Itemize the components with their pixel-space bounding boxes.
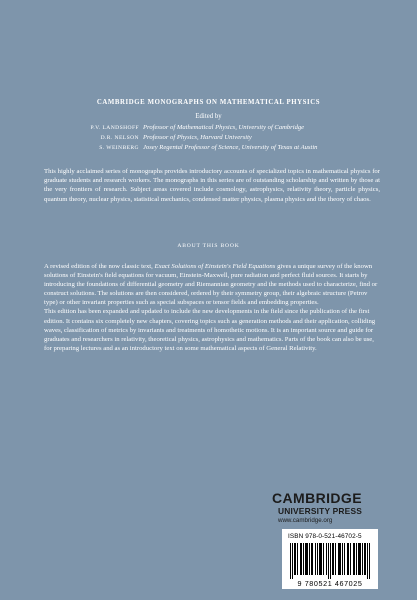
about-body [44,262,378,353]
publisher-name: CAMBRIDGE [272,490,362,506]
publisher-url: www.cambridge.org [278,517,333,524]
editors-list [0,123,417,153]
editor-affiliation: Professor of Physics, Harvard University [143,134,252,141]
edited-by-label: Edited by [195,113,222,120]
barcode-panel [282,529,378,589]
barcode-icon [288,543,372,579]
book-title-italic: Exact Solutions of Einstein's Field Equations [154,263,276,270]
series-description: This highly acclaimed series of monographs provides introductory accounts of specialized topics in mathematical physics for graduate students and research workers. The monographs in this series are of outstanding scholarship and written by those at the very frontiers of research. Subject areas covered include cosmology, astrophysics, relativity theory, particle physics, quantum theory, nuclear physics, statistical mechanics, condensed matter physics, plasma physics and the theory of chaos. [44,168,380,203]
editor-row [0,123,417,133]
editor-name: D.R. NELSON [100,135,139,141]
series-title: CAMBRIDGE MONOGRAPHS ON MATHEMATICAL PHYSICS [96,99,321,106]
barcode-digits: 9 780521 467025 [297,579,363,588]
editor-affiliation: Josey Regental Professor of Science, University of Texas at Austin [143,144,318,151]
about-p1-before: A revised edition of the now classic text, [44,263,155,270]
about-paragraph-1 [44,262,378,307]
publisher-logo [272,491,382,525]
publisher-subname: UNIVERSITY PRESS [278,506,363,516]
isbn-label: ISBN 978-0-521-46702-5 [288,533,362,540]
about-heading: ABOUT THIS BOOK [177,243,240,249]
editor-row [0,133,417,143]
editor-affiliation: Professor of Mathematical Physics, University of Cambridge [143,124,305,131]
editor-name: S. WEINBERG [99,145,139,151]
about-p1-after: gives a unique survey of the known solutions of Einstein's field equations for vacuum, Einstein-Maxwell, pure radiation and perfect fluid sources. It starts by introducing the foundations of differential geometry and Riemannian geometry and the methods used to characterize, find or construct solutions. The solutions are then considered, ordered by their symmetry group, their algebraic structure (Petrov type) or other invariant properties such as special subspaces or tensor fields and embedding properties. [44,263,378,307]
about-paragraph-2: This edition has been expanded and updated to include the new developments in the field since the publication of the first edition. It contains six completely new chapters, covering topics such as generation methods and their application, colliding waves, classification of metrics by invariants and treatments of homothetic motions. It is an important source and guide for graduates and researchers in relativity, theoretical physics, astrophysics and mathematics. Parts of the book can also be use, for preparing lectures and as an introductory text on some mathematical aspects of General Relativity. [44,308,376,352]
editor-name: P.V. LANDSHOFF [90,125,139,131]
editor-row [0,143,417,153]
